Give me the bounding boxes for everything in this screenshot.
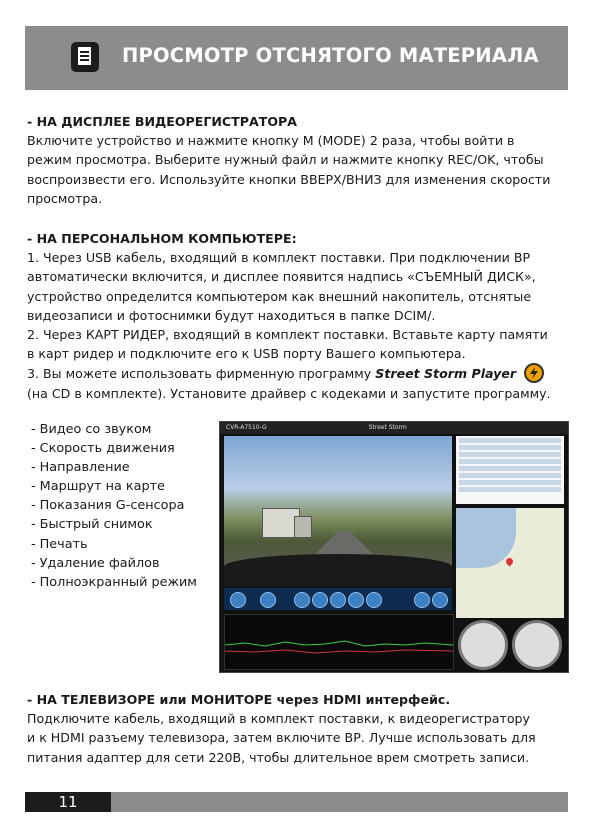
- truck-cab: [294, 516, 312, 538]
- section-pc-line: видеозаписи и фотоснимки будут находиться в папке DCIM/.: [27, 307, 436, 323]
- next-icon: [366, 592, 382, 608]
- snapshot-icon: [414, 592, 430, 608]
- lightning-icon: [524, 363, 544, 383]
- feature-item: - Маршрут на карте: [31, 479, 165, 495]
- section-tv-heading: - НА ТЕЛЕВИЗОРЕ или МОНИТОРЕ через HDMI интерфейс.: [27, 692, 451, 707]
- feature-item: - Быстрый снимок: [31, 517, 153, 533]
- fullscreen-icon: [432, 592, 448, 608]
- player-window-title: CVR-A7510-G: [226, 424, 267, 431]
- player-titlebar: [220, 422, 568, 434]
- dashboard: [224, 554, 452, 586]
- stop-icon: [294, 592, 310, 608]
- compass-icon: [512, 620, 562, 670]
- section-pc-heading: - НА ПЕРСОНАЛЬНОМ КОМПЬЮТЕРЕ:: [27, 231, 297, 246]
- feature-item: - Полноэкранный режим: [31, 574, 197, 590]
- feature-item: - Направление: [31, 460, 130, 476]
- map-pin-icon: [505, 557, 515, 567]
- feature-item: - Видео со звуком: [31, 422, 152, 437]
- section-pc-line: 1. Через USB кабель, входящий в комплект поставки. При подключении ВР: [27, 250, 531, 266]
- player-screenshot: [219, 421, 569, 673]
- section-display-line: Включите устройство и нажмите кнопку М (MODE) 2 раза, чтобы войти в: [27, 133, 515, 149]
- rewind-icon: [230, 592, 246, 608]
- play-icon: [330, 592, 346, 608]
- section-pc-line: (на CD в комплекте). Установите драйвер с кодеками и запустите программу.: [27, 385, 551, 401]
- file-list-panel: [456, 436, 564, 504]
- section-pc-line: устройство определится компьютером как внешний накопитель, отснятые: [27, 288, 532, 304]
- section-tv-line: Подключите кабель, входящий в комплект поставки, к видеорегистратору: [27, 711, 530, 727]
- section-tv-line: и к HDMI разъему телевизора, затем включите ВР. Лучше использовать для: [27, 730, 536, 746]
- section-pc-line-3: [27, 363, 572, 383]
- g-sensor-graph: [224, 614, 454, 670]
- feature-list: [31, 420, 197, 592]
- feature-item: - Скорость движения: [31, 441, 175, 457]
- section-pc-line: в карт ридер и подключите его к USB порту Вашего компьютера.: [27, 346, 466, 362]
- forward-icon: [260, 592, 276, 608]
- section-pc-line: автоматически включится, и дисплее появится надпись «СЪЕМНЫЙ ДИСК»,: [27, 269, 536, 285]
- speedometer-icon: [458, 620, 508, 670]
- map-panel: [456, 508, 564, 618]
- section-display-line: режим просмотра. Выберите нужный файл и нажмите кнопку REC/OK, чтобы: [27, 152, 544, 168]
- program-intro: 3. Вы можете использовать фирменную программу: [27, 366, 376, 382]
- playback-controls: [224, 588, 452, 610]
- feature-item: - Печать: [31, 536, 88, 552]
- feature-item: - Показания G-сенсора: [31, 498, 185, 514]
- section-pc: [27, 229, 572, 403]
- pause-icon: [348, 592, 364, 608]
- section-display: [27, 112, 572, 208]
- section-tv: [27, 690, 572, 767]
- prev-icon: [312, 592, 328, 608]
- page-footer: [25, 792, 568, 812]
- document-icon: [71, 42, 99, 72]
- page-title: ПРОСМОТР ОТСНЯТОГО МАТЕРИАЛА: [122, 44, 539, 67]
- page-number: 11: [25, 792, 111, 812]
- section-display-line: воспроизвести его. Используйте кнопки ВВЕРХ/ВНИЗ для изменения скорости: [27, 171, 551, 187]
- player-brand: Street Storm: [368, 424, 407, 431]
- section-display-heading: - НА ДИСПЛЕЕ ВИДЕОРЕГИСТРАТОРА: [27, 114, 298, 129]
- page-header-bar: [25, 26, 568, 90]
- feature-item: - Удаление файлов: [31, 555, 160, 571]
- program-name: Street Storm Player: [375, 366, 517, 382]
- video-frame: [224, 436, 452, 586]
- section-display-line: просмотра.: [27, 190, 103, 206]
- section-tv-line: питания адаптер для сети 220В, чтобы длительное врем смотреть записи.: [27, 749, 530, 765]
- section-pc-line: 2. Через КАРТ РИДЕР, входящий в комплект поставки. Вставьте карту памяти: [27, 327, 548, 343]
